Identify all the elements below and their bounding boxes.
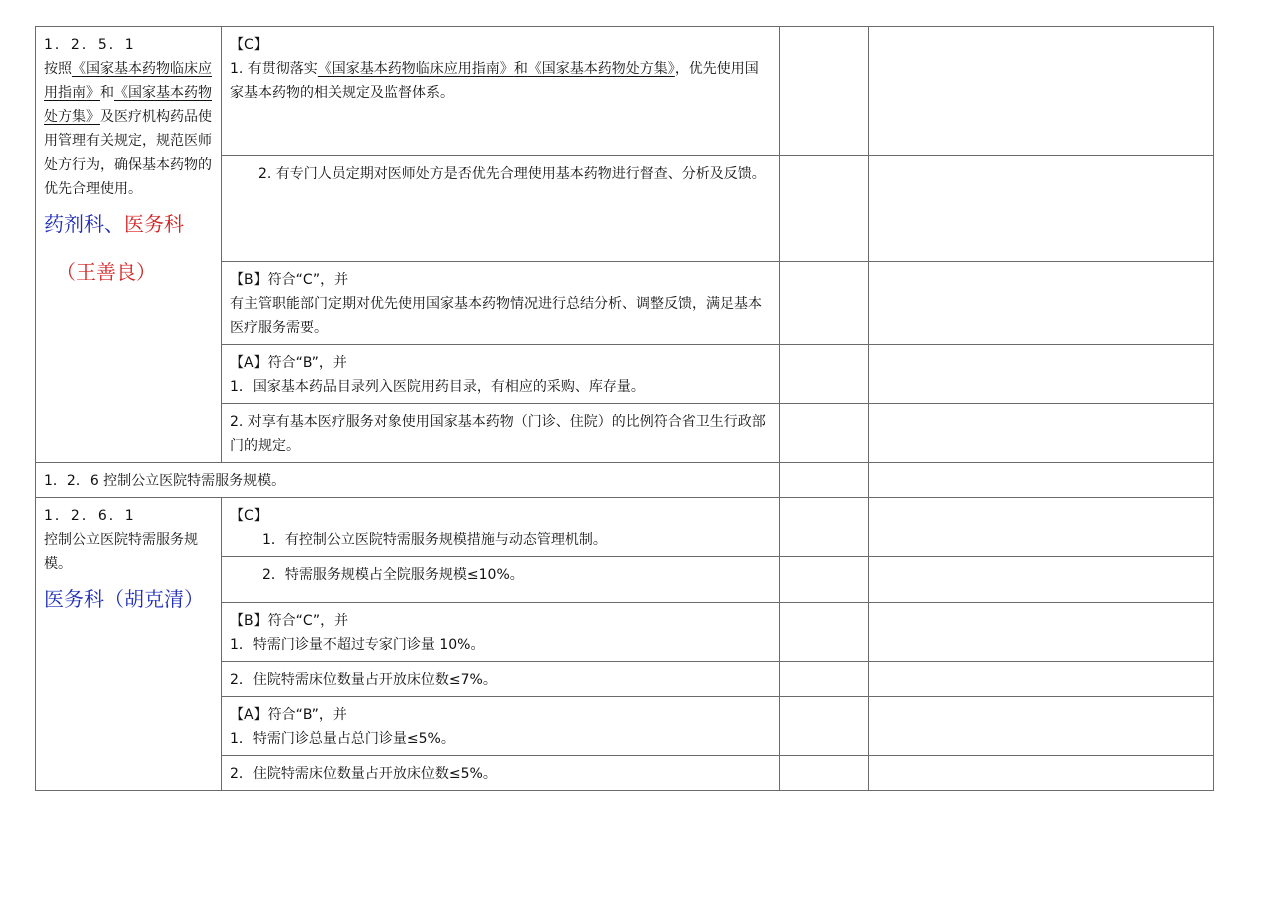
- c1-and: 和: [513, 61, 528, 77]
- formulary-title: 《国家基本药物处方集》: [44, 85, 212, 125]
- criteria-cell: [222, 697, 780, 756]
- grade-c-header: 【C】: [230, 508, 268, 524]
- empty-cell: [869, 262, 1214, 345]
- responsible-department: [44, 211, 213, 237]
- c1-formulary: 《国家基本药物处方集》: [527, 61, 675, 77]
- empty-cell: [780, 498, 869, 557]
- empty-cell: [869, 463, 1214, 498]
- empty-cell: [780, 156, 869, 262]
- criteria-b2: 2．住院特需床位数量占开放床位数≤7%。: [230, 672, 497, 688]
- criteria-cell: [222, 345, 780, 404]
- empty-cell: [780, 404, 869, 463]
- criteria-a1: 1．国家基本药品目录列入医院用药目录，有相应的采购、库存量。: [230, 379, 645, 395]
- empty-cell: [869, 603, 1214, 662]
- empty-cell: [869, 498, 1214, 557]
- criteria-cell: [222, 662, 780, 697]
- criteria-cell: [222, 756, 780, 791]
- empty-cell: [780, 463, 869, 498]
- clause-description: [44, 57, 213, 201]
- table-row: [36, 463, 1214, 498]
- empty-cell: [780, 27, 869, 156]
- section-header-text: 1．2．6 控制公立医院特需服务规模。: [44, 473, 286, 489]
- desc-suffix: 及医疗机构药品使用管理有关规定，规范医师处方行为，确保基本药物的优先合理使用。: [44, 109, 212, 197]
- grade-a-header: 【A】符合“B”，并: [230, 707, 347, 723]
- empty-cell: [869, 27, 1214, 156]
- empty-cell: [780, 603, 869, 662]
- empty-cell: [780, 262, 869, 345]
- c1-prefix: 1. 有贯彻落实: [230, 61, 318, 77]
- grade-c-header: 【C】: [230, 37, 268, 53]
- criteria-cell: [222, 557, 780, 603]
- criteria-c1: 1．有控制公立医院特需服务规模措施与动态管理机制。: [262, 532, 607, 548]
- empty-cell: [780, 756, 869, 791]
- criteria-cell: [222, 603, 780, 662]
- empty-cell: [869, 156, 1214, 262]
- empty-cell: [780, 345, 869, 404]
- desc-and: 和: [100, 85, 114, 101]
- criteria-c1: [230, 57, 771, 105]
- criteria-cell: [222, 156, 780, 262]
- criteria-c2: 2. 有专门人员定期对医师处方是否优先合理使用基本药物进行督查、分析及反馈。: [258, 166, 766, 182]
- empty-cell: [780, 557, 869, 603]
- criteria-a1: 1．特需门诊总量占总门诊量≤5%。: [230, 731, 455, 747]
- clause-cell-1-2-5-1: [36, 27, 222, 463]
- criteria-cell: [222, 404, 780, 463]
- criteria-cell: [222, 498, 780, 557]
- clause-cell-1-2-6-1: [36, 498, 222, 791]
- grade-b-header: 【B】符合“C”，并: [230, 272, 349, 288]
- dept-medical: 医务科: [124, 212, 184, 236]
- criteria-a2: 2. 对享有基本医疗服务对象使用国家基本药物（门诊、住院）的比例符合省卫生行政部门的规定。: [230, 414, 766, 454]
- standards-table: [35, 26, 1214, 791]
- responsible-department: 医务科（胡克清）: [44, 587, 204, 611]
- empty-cell: [780, 697, 869, 756]
- table-row: [36, 498, 1214, 557]
- criteria-b1: 1．特需门诊量不超过专家门诊量 10%。: [230, 637, 485, 653]
- table-row: [36, 27, 1214, 156]
- clause-description: 控制公立医院特需服务规模。: [44, 532, 198, 572]
- guide-title: 《国家基本药物临床应用指南》: [44, 61, 212, 101]
- criteria-cell: [222, 27, 780, 156]
- clause-number: 1．2．6．1: [44, 508, 136, 524]
- section-header-1-2-6: [36, 463, 780, 498]
- grade-b-header: 【B】符合“C”，并: [230, 613, 349, 629]
- desc-prefix: 按照: [44, 61, 72, 77]
- dept-pharmacy: 药剂科、: [44, 212, 124, 236]
- criteria-a2: 2．住院特需床位数量占开放床位数≤5%。: [230, 766, 497, 782]
- empty-cell: [869, 557, 1214, 603]
- criteria-b1: 有主管职能部门定期对优先使用国家基本药物情况进行总结分析、调整反馈，满足基本医疗服务需要。: [230, 296, 762, 336]
- c1-guide: 《国家基本药物临床应用指南》: [317, 61, 514, 77]
- criteria-c2: 2．特需服务规模占全院服务规模≤10%。: [262, 567, 524, 583]
- grade-a-header: 【A】符合“B”，并: [230, 355, 347, 371]
- empty-cell: [869, 756, 1214, 791]
- empty-cell: [869, 662, 1214, 697]
- empty-cell: [869, 697, 1214, 756]
- clause-number: 1．2．5．1: [44, 37, 136, 53]
- empty-cell: [869, 345, 1214, 404]
- empty-cell: [780, 662, 869, 697]
- c1-suffix: ，优先使用国家基本药物的相关规定及监督体系。: [230, 61, 759, 101]
- responsible-person: （王善良）: [56, 260, 156, 284]
- empty-cell: [869, 404, 1214, 463]
- criteria-cell: [222, 262, 780, 345]
